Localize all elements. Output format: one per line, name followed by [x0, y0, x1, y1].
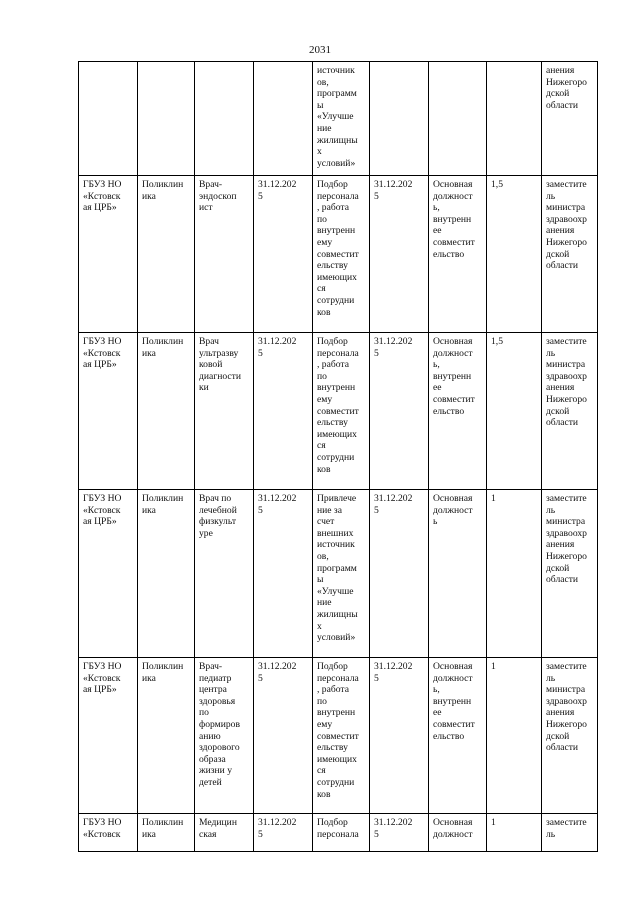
cell-unit — [138, 62, 195, 176]
cell-unit: Поликлин ика — [138, 814, 195, 852]
cell-position: Врач по лечебной физкульт уре — [195, 490, 254, 658]
cell-date: 31.12.202 5 — [370, 814, 429, 852]
cell-deadline — [254, 62, 313, 176]
cell-date: 31.12.202 5 — [370, 333, 429, 490]
cell-measure: Подбор персонала , работа по внутренн ему совместит ельству имеющих ся сотрудни ков — [313, 333, 370, 490]
cell-rate: 1 — [487, 490, 542, 658]
staffing-table — [78, 61, 598, 852]
cell-measure: Подбор персонала — [313, 814, 370, 852]
cell-position: Врач- эндоскоп ист — [195, 176, 254, 333]
cell-responsible: заместите ль министра здравоохр анения Нижегоро дской области — [542, 490, 598, 658]
cell-responsible: заместите ль — [542, 814, 598, 852]
page-number: 2031 — [309, 44, 331, 56]
cell-organization: ГБУЗ НО «Кстовск ая ЦРБ» — [79, 490, 138, 658]
cell-deadline: 31.12.202 5 — [254, 658, 313, 814]
cell-responsible: заместите ль министра здравоохр анения Нижегоро дской области — [542, 658, 598, 814]
cell-unit: Поликлин ика — [138, 658, 195, 814]
table-row — [79, 176, 598, 333]
cell-position: Врач ультразву ковой диагности ки — [195, 333, 254, 490]
cell-unit: Поликлин ика — [138, 176, 195, 333]
table-row — [79, 814, 598, 852]
cell-employment: Основная должност ь, внутренн ее совместит ельство — [429, 658, 487, 814]
table-row — [79, 333, 598, 490]
cell-date: 31.12.202 5 — [370, 658, 429, 814]
cell-deadline: 31.12.202 5 — [254, 176, 313, 333]
cell-employment: Основная должност ь, внутренн ее совместит ельство — [429, 176, 487, 333]
cell-measure: источник ов, программ ы «Улучше ние жилищны х условий» — [313, 62, 370, 176]
cell-responsible: анения Нижегоро дской области — [542, 62, 598, 176]
cell-deadline: 31.12.202 5 — [254, 333, 313, 490]
cell-rate: 1 — [487, 814, 542, 852]
cell-unit: Поликлин ика — [138, 333, 195, 490]
cell-employment: Основная должност — [429, 814, 487, 852]
cell-rate — [487, 62, 542, 176]
cell-rate: 1 — [487, 658, 542, 814]
table-row — [79, 658, 598, 814]
cell-position: Медицин ская — [195, 814, 254, 852]
cell-responsible: заместите ль министра здравоохр анения Нижегоро дской области — [542, 176, 598, 333]
cell-organization: ГБУЗ НО «Кстовск ая ЦРБ» — [79, 176, 138, 333]
table-row — [79, 490, 598, 658]
cell-deadline: 31.12.202 5 — [254, 490, 313, 658]
cell-employment: Основная должност ь — [429, 490, 487, 658]
cell-organization: ГБУЗ НО «Кстовск ая ЦРБ» — [79, 333, 138, 490]
cell-rate: 1,5 — [487, 333, 542, 490]
cell-organization: ГБУЗ НО «Кстовск — [79, 814, 138, 852]
cell-date: 31.12.202 5 — [370, 176, 429, 333]
cell-employment: Основная должност ь, внутренн ее совместит ельство — [429, 333, 487, 490]
cell-organization — [79, 62, 138, 176]
cell-organization: ГБУЗ НО «Кстовск ая ЦРБ» — [79, 658, 138, 814]
cell-measure: Подбор персонала , работа по внутренн ему совместит ельству имеющих ся сотрудни ков — [313, 658, 370, 814]
cell-rate: 1,5 — [487, 176, 542, 333]
cell-unit: Поликлин ика — [138, 490, 195, 658]
cell-date — [370, 62, 429, 176]
cell-deadline: 31.12.202 5 — [254, 814, 313, 852]
cell-position: Врач- педиатр центра здоровья по формиров анию здорового образа жизни у детей — [195, 658, 254, 814]
cell-employment — [429, 62, 487, 176]
cell-position — [195, 62, 254, 176]
table-row — [79, 62, 598, 176]
cell-date: 31.12.202 5 — [370, 490, 429, 658]
cell-responsible: заместите ль министра здравоохр анения Нижегоро дской области — [542, 333, 598, 490]
cell-measure: Подбор персонала , работа по внутренн ему совместит ельству имеющих ся сотрудни ков — [313, 176, 370, 333]
cell-measure: Привлече ние за счет внешних источник ов, программ ы «Улучше ние жилищны х условий» — [313, 490, 370, 658]
